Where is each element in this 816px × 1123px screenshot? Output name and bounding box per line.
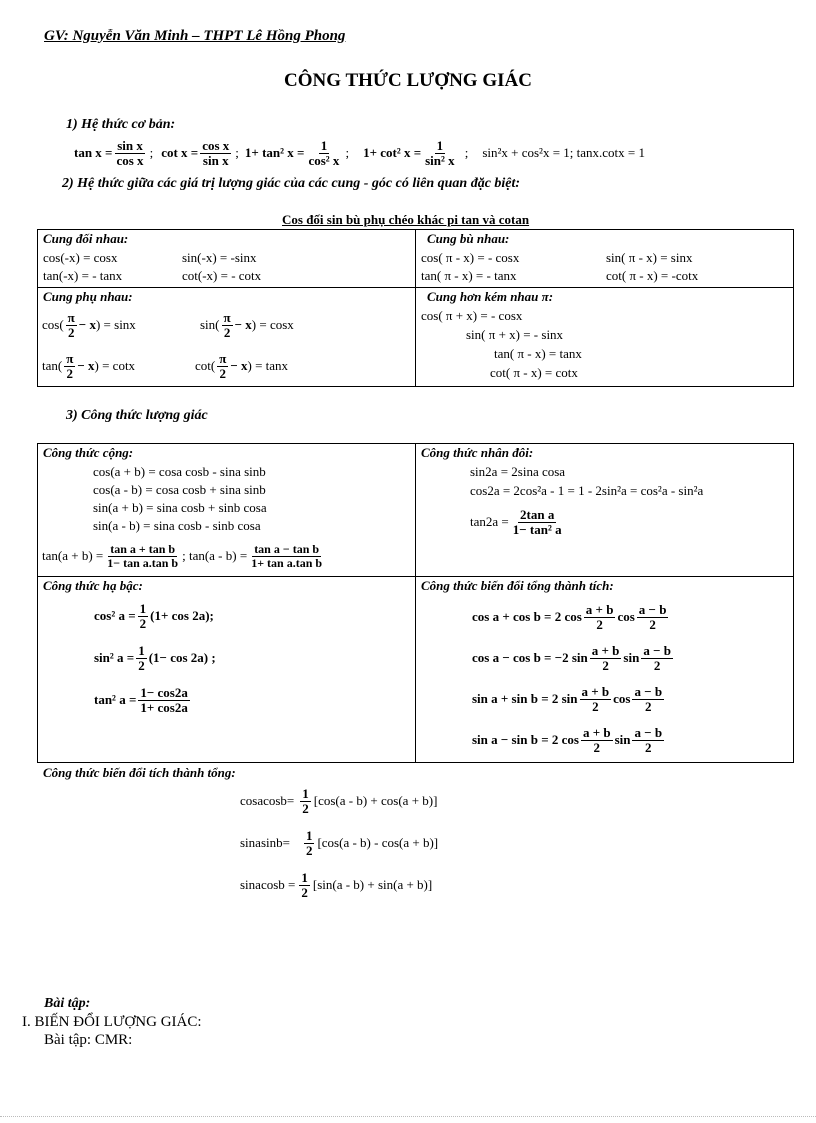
sum-to-product-cos-diff: cos a − cos b = −2 sin a + b 2 sin a − b 2 (472, 642, 671, 673)
supplement-cos: cos( π - x) = - cosx (421, 250, 520, 265)
sum-to-product-cos-sum: cos a + cos b = 2 cos a + b 2 cos a − b 2 (472, 601, 667, 632)
double-sin: sin2a = 2sina cosa (470, 464, 566, 479)
supplement-cot: cot( π - x) = -cotx (606, 268, 699, 283)
supplement-sin: sin( π - x) = sinx (606, 250, 693, 265)
page-title: CÔNG THỨC LƯỢNG GIÁC (284, 70, 532, 91)
complement-sin: sin( π 2 − x ) = cosx (200, 309, 294, 340)
page-divider (0, 1116, 816, 1117)
section-2-heading: 2) Hệ thức giữa các giá trị lượng giác của các cung - góc có liên quan đặc biệt: (62, 176, 521, 191)
complement-title: Cung phụ nhau: (43, 289, 133, 304)
product-to-sum-title: Công thức biến đổi tích thành tổng: (43, 765, 236, 780)
opposite-tan: tan(-x) = - tanx (43, 268, 123, 283)
opposite-cos: cos(-x) = cosx (43, 250, 118, 265)
power-cos: cos² a = $\frac{1}{2}$ (1+ cos 2a); (94, 600, 214, 631)
pi-diff-tan: tan( π - x) = tanx (494, 346, 582, 361)
part-1-heading: I. BIẾN ĐỔI LƯỢNG GIÁC: (22, 1014, 202, 1030)
complement-cot: cot( π 2 − x ) = tanx (195, 350, 289, 381)
tan-square-identity-fraction: $\frac{1}{\text{cos² x}}$ (308, 137, 340, 168)
section-3-heading: 3) Công thức lượng giác (66, 408, 208, 423)
power-reduction-title: Công thức hạ bậc: (43, 578, 143, 593)
opposite-cot: cot(-x) = - cotx (182, 268, 262, 283)
pi-diff-cos: cos( π + x) = - cosx (421, 308, 523, 323)
sum-to-product-sin-sum: sin a + sin b = 2 sin a + b 2 cos a − b 2 (472, 683, 663, 714)
addition-sin-diff: sin(a - b) = sina cosb - sinb cosa (93, 518, 261, 533)
supplement-tan: tan( π - x) = - tanx (421, 268, 517, 283)
exercise-cmr: Bài tập: CMR: (44, 1032, 133, 1048)
complement-tan: tan( π 2 − x ) = cotx (42, 350, 136, 381)
product-to-sum-sin-sin: sinasinb= $\frac{1}{2}$ [cos(a - b) - cos(a + b)] (240, 827, 439, 858)
addition-title: Công thức cộng: (43, 445, 134, 460)
tan-def-lhs: tan x = (74, 145, 113, 160)
pi-difference-title: Cung hơn kém nhau π: (427, 289, 554, 304)
power-tan: tan² a = $\frac{1- \cos 2a}{1+ \cos 2a}$ (94, 684, 188, 715)
exercise-label: Bài tập: (44, 996, 91, 1011)
cot-square-identity-fraction: $\frac{1}{\text{sin² x}}$ (425, 137, 455, 168)
pythagorean-identity: sin²x + cos²x = 1; tanx.cotx = 1 (482, 145, 645, 160)
double-cos: cos2a = 2cos²a - 1 = 1 - 2sin²a = cos²a - sin²a (470, 483, 704, 498)
cot-def-lhs: cot x = (161, 145, 199, 160)
addition-cos-diff: cos(a - b) = cosa cosb + sina sinb (93, 482, 266, 497)
pi-diff-cot: cot( π - x) = cotx (490, 365, 578, 380)
cot-square-identity-lhs: 1+ cot² x = (363, 145, 422, 160)
sum-to-product-sin-diff: sin a − sin b = 2 cos a + b 2 sin a − b 2 (472, 724, 663, 755)
addition-tan: tan(a + b) = $\frac{\text{tan a + tan b}}{\text{1− tan a.tan b}}$ ; tan(a - b) = $\frac{\text{tan a − tan b}}{\text{1+ tan a.tan b}}$ (42, 541, 323, 570)
tan-def-fraction: $\frac{\text{sin x}}{\text{cos x}}$ (116, 137, 144, 168)
double-tan: tan2a = $\frac{\text{2tan a}}{\text{1− tan² a}}$ (470, 506, 562, 537)
teacher-header: GV: Nguyễn Văn Minh – THPT Lê Hồng Phong (44, 28, 346, 44)
product-to-sum-cos-cos: cosacosb= $\frac{1}{2}$ [cos(a - b) + cos(a + b)] (240, 785, 438, 816)
complement-cos: cos( π 2 − x ) = sinx (42, 309, 136, 340)
mnemonic: Cos đối sin bù phụ chéo khác pi tan và cotan (282, 212, 530, 227)
opposite-sin: sin(-x) = -sinx (182, 250, 257, 265)
pi-diff-sin: sin( π + x) = - sinx (466, 327, 564, 342)
tan-square-identity-lhs: 1+ tan² x = (244, 145, 305, 160)
opposite-title: Cung đối nhau: (43, 231, 129, 246)
cot-def-fraction: $\frac{\text{cos x}}{\text{sin x}}$ (202, 137, 230, 168)
double-angle-title: Công thức nhân đôi: (421, 445, 534, 460)
sum-to-product-title: Công thức biến đổi tổng thành tích: (421, 578, 614, 593)
supplement-title: Cung bù nhau: (427, 231, 510, 246)
power-sin: sin² a = $\frac{1}{2}$ (1− cos 2a) ; (94, 642, 216, 673)
product-to-sum-sin-cos: sinacosb = $\frac{1}{2}$ [sin(a - b) + sin(a + b)] (240, 869, 433, 900)
section-1-heading: 1) Hệ thức cơ bản: (66, 117, 176, 132)
addition-sin-sum: sin(a + b) = sina cosb + sinb cosa (93, 500, 267, 515)
basic-identities-line: tan x = $\frac{\text{sin x}}{\text{cos x}}$ ; cot x = $\frac{\text{cos x}}{\text{sin x}}$ ; 1+ tan² x = $\frac{1}{\text{cos² x}}$ ; 1+ cot² x = $\frac{1}{\text{sin² x}}$ ; sin²x + cos²x = 1; tanx.cotx = 1 (74, 137, 645, 168)
addition-cos-sum: cos(a + b) = cosa cosb - sina sinb (93, 464, 266, 479)
